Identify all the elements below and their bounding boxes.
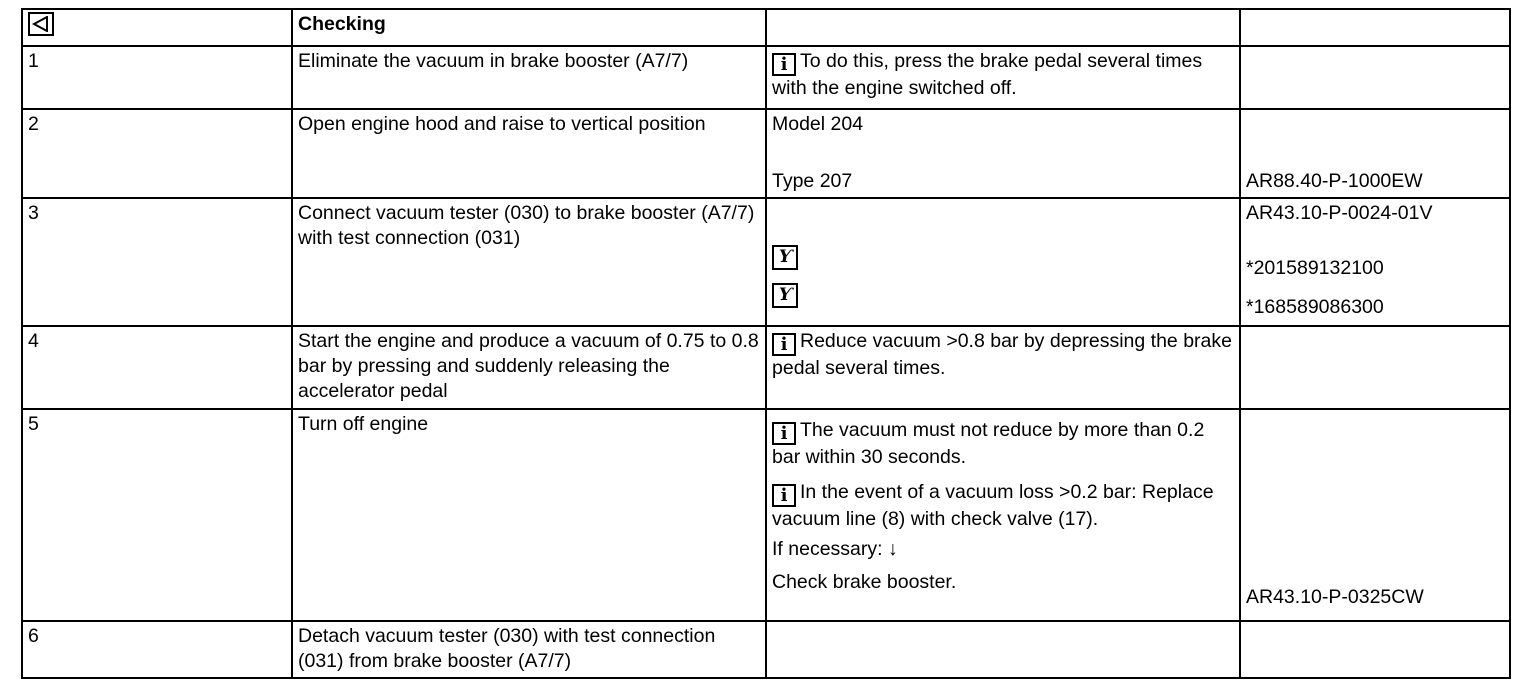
step-note: To do this, press the brake pedal several times with the engine switched off. [772,50,1203,99]
header-title: Checking [292,9,766,46]
table-row [22,198,1510,326]
table-row [22,109,1510,198]
step-number: 1 [22,46,292,109]
step-number: 4 [22,326,292,409]
step-ref-cell [1240,109,1510,198]
table-header-row [22,9,1510,46]
step-note-cell [766,326,1240,409]
reference-link[interactable]: AR43.10-P-0024-01V [1246,202,1433,224]
tool-icon: Ƴ [772,245,798,270]
info-icon: i [772,333,796,356]
if-necessary-label: If necessary: [772,538,883,560]
step-number: 6 [22,621,292,678]
step-note-cell [766,621,1240,678]
table-row [22,621,1510,678]
info-icon: i [772,53,796,76]
step-number: 3 [22,198,292,326]
step-task: Connect vacuum tester (030) to brake booster (A7/7) with test connection (031) [292,198,766,326]
tool-number[interactable]: *201589132100 [1246,257,1384,279]
step-note: In the event of a vacuum loss >0.2 bar: Replace vacuum line (8) with check valve (17). [772,481,1214,530]
info-icon: i [772,484,796,507]
info-icon: i [772,422,796,445]
step-number: 5 [22,409,292,621]
step-note: The vacuum must not reduce by more than 0.2 bar within 30 seconds. [772,419,1205,468]
step-ref-cell [1240,326,1510,409]
step-number: 2 [22,109,292,198]
step-task: Start the engine and produce a vacuum of 0.75 to 0.8 bar by pressing and suddenly releasing the accelerator pedal [292,326,766,409]
step-note-cell [766,109,1240,198]
step-task: Eliminate the vacuum in brake booster (A7/7) [292,46,766,109]
header-icon-cell [22,9,292,46]
step-ref-cell [1240,46,1510,109]
step-note-cell [766,46,1240,109]
reference-link[interactable]: AR43.10-P-0325CW [1246,586,1424,608]
header-empty-cell [766,9,1240,46]
arrow-down-icon: ↓ [887,538,898,560]
tool-icon: Ƴ [772,283,798,308]
table-row [22,409,1510,621]
step-note: Reduce vacuum >0.8 bar by depressing the brake pedal several times. [772,330,1232,379]
step-note-cell [766,409,1240,621]
reference-link[interactable]: AR88.40-P-1000EW [1246,170,1423,192]
step-ref-cell [1240,198,1510,326]
triangle-left-icon[interactable] [28,12,54,36]
tool-number[interactable]: *168589086300 [1246,296,1384,318]
table-row [22,326,1510,409]
header-empty-cell [1240,9,1510,46]
procedure-table [21,8,1511,679]
step-task: Open engine hood and raise to vertical position [292,109,766,198]
step-task: Detach vacuum tester (030) with test connection (031) from brake booster (A7/7) [292,621,766,678]
step-ref-cell [1240,621,1510,678]
step-task: Turn off engine [292,409,766,621]
type-label: Type 207 [772,170,853,192]
table-row [22,46,1510,109]
step-ref-cell [1240,409,1510,621]
step-tool-cell [766,198,1240,326]
check-instruction: Check brake booster. [772,571,957,593]
model-label: Model 204 [772,113,864,135]
